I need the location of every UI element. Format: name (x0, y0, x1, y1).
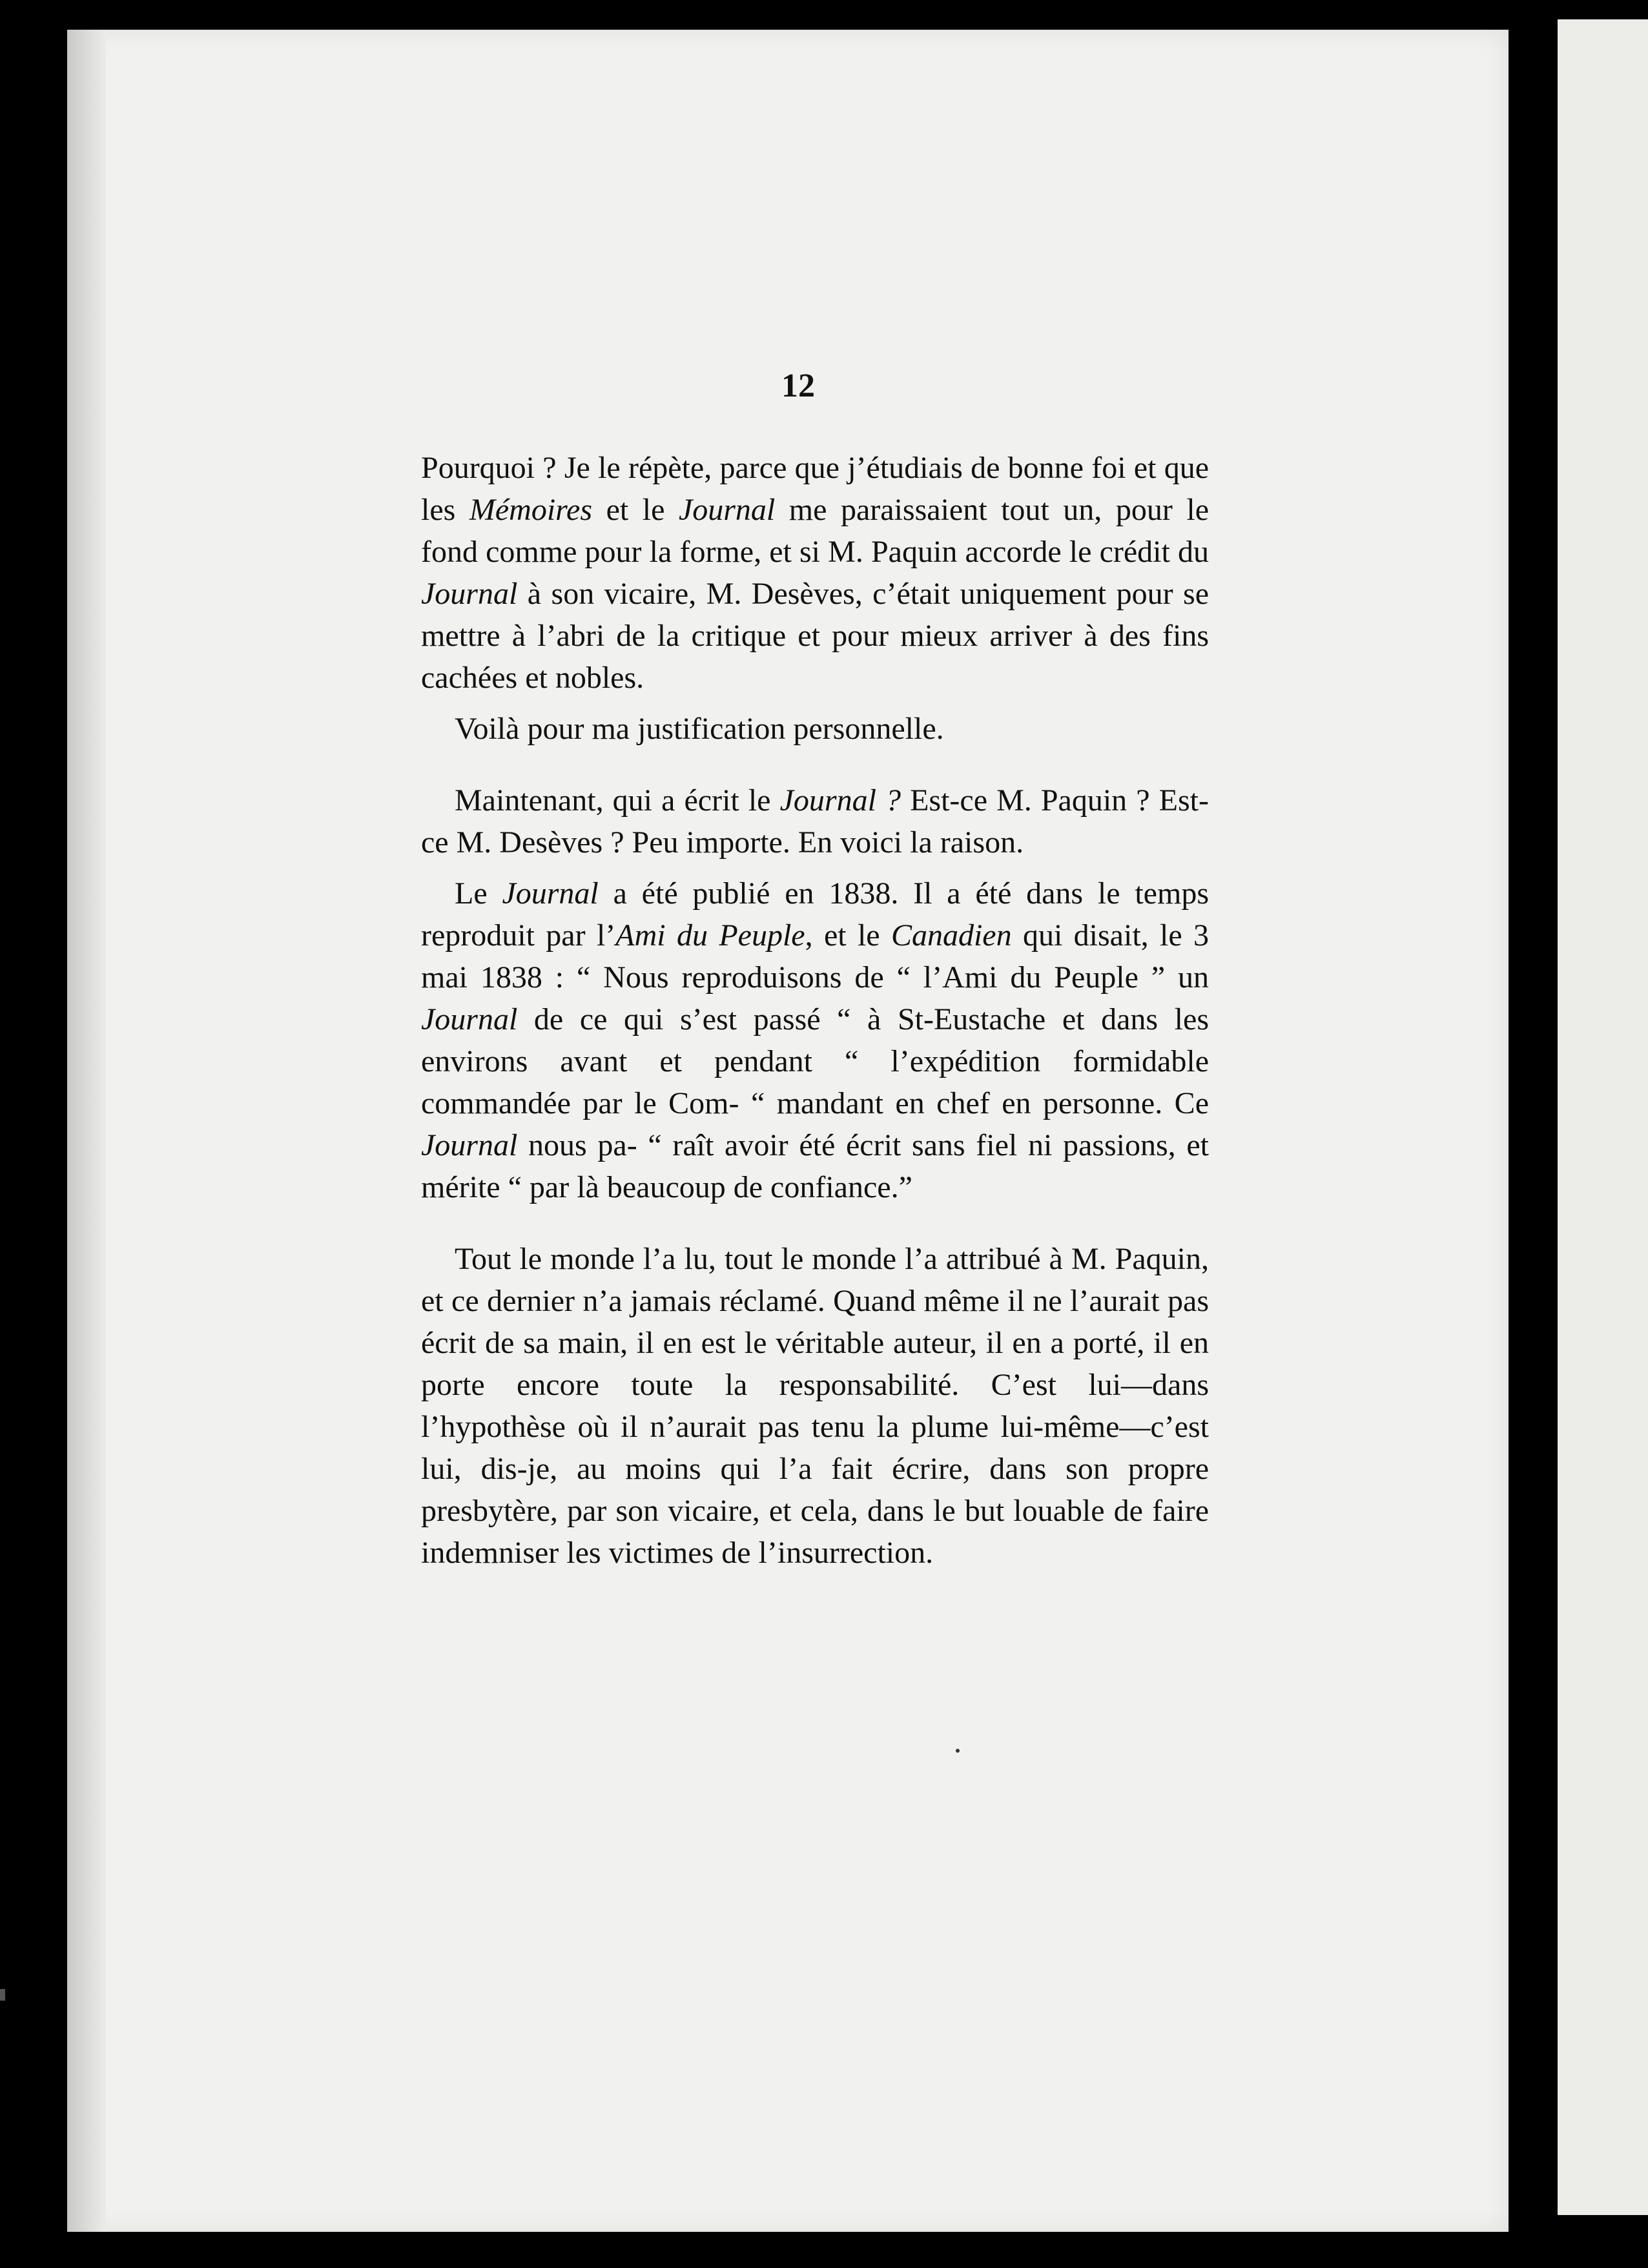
text-run: nous pa- “ raît avoir été écrit sans fiel ni passions, et mérite “ par là beaucoup de confiance.” (421, 1128, 1209, 1204)
page-edge-shadow (67, 30, 106, 2232)
italic-run: Journal (421, 577, 518, 611)
italic-run: Ami du Peuple (615, 918, 805, 953)
text-run: Tout le monde l’a lu, tout le monde l’a attribué à M. Paquin, et ce dernier n’a jamais réclamé. Quand même il ne l’aurait pas écrit de sa main, il en est le véritable auteur, il en a porté, il en porte encore toute la responsabilité. C’est lui—dans l’hypothèse où il n’aurait pas tenu la plume lui-même—c’est lui, dis-je, au moins qui l’a fait écrire, dans son propre presbytère, par son vicaire, et cela, dans le but louable de faire indemniser les victimes de l’insurrection. (421, 1242, 1209, 1570)
text-run: qui disait, le 3 mai 1838 : “ Nous reproduisons de “ l’Ami du Peuple ” un (421, 918, 1210, 995)
text-run: de ce qui s’est passé “ à St-Eustache et dans les environs avant et pendant “ l’expédition formidable commandée par le Com- “ mandant en chef en personne. Ce (421, 1002, 1209, 1120)
paragraph-4 (421, 872, 1209, 1208)
ink-speck (956, 1749, 960, 1753)
text-run: a été publié en 1838. Il a été dans le temps reproduit par l’ (421, 876, 1209, 953)
text-run: , et le (805, 918, 891, 953)
italic-run: Canadien (891, 918, 1012, 953)
text-run: à son vicaire, M. Desèves, c’était uniquement pour se mettre à l’abri de la critique et pour mieux arriver à des fins cachées et nobles. (421, 577, 1209, 695)
italic-run: Journal ? (779, 783, 901, 818)
scan-artifact (0, 1989, 5, 2001)
paragraph-5 (421, 1238, 1209, 1574)
text-run: Le (455, 876, 502, 911)
text-run: Pourquoi ? Je le répète, parce que j’étudiais de bonne foi et que les (421, 451, 1209, 527)
text-run: Est-ce M. Paquin ? Est-ce M. Desèves ? Peu importe. En voici la raison. (421, 783, 1209, 860)
italic-run: Journal (678, 493, 776, 527)
italic-run: Journal (421, 1128, 518, 1162)
paragraph-3 (421, 779, 1209, 863)
text-run: me paraissaient tout un, pour le fond comme pour la forme, et si M. Paquin accorde le crédit du (421, 493, 1209, 569)
adjacent-page-edge (1558, 19, 1648, 2215)
italic-run: Journal (502, 876, 599, 911)
page-gutter (1509, 0, 1558, 2268)
page-number: 12 (781, 367, 815, 404)
body-text (421, 447, 1209, 1574)
text-run: Voilà pour ma justification personnelle. (455, 712, 944, 746)
italic-run: Mémoires (469, 493, 593, 527)
text-run: Maintenant, qui a écrit le (455, 783, 780, 818)
text-run: et le (592, 493, 679, 527)
italic-run: Journal (421, 1002, 518, 1036)
paragraph-1 (421, 447, 1209, 699)
paragraph-2 (421, 708, 1209, 750)
